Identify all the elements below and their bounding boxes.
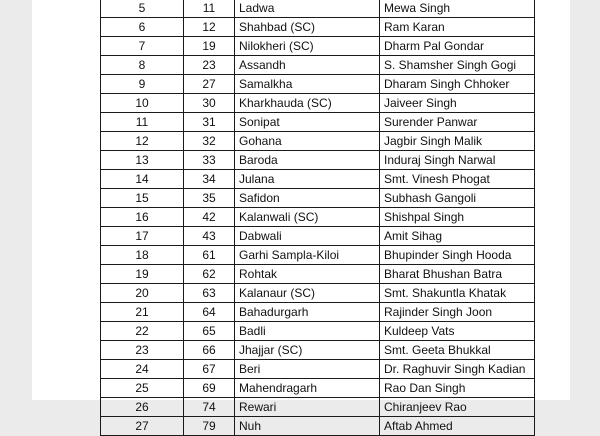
constituency-name-cell: Bahadurgarh [235,303,380,322]
candidate-list-table [100,0,535,436]
table-row [101,132,535,151]
serial-number-cell: 11 [101,113,184,132]
constituency-name-cell: Baroda [235,151,380,170]
ac-number-cell: 30 [184,94,235,113]
ac-number-cell: 66 [184,341,235,360]
ac-number-cell: 42 [184,208,235,227]
table-row [101,265,535,284]
serial-number-cell: 7 [101,37,184,56]
ac-number-cell: 65 [184,322,235,341]
table-row [101,208,535,227]
constituency-name-cell: Kalanwali (SC) [235,208,380,227]
ac-number-cell: 35 [184,189,235,208]
serial-number-cell: 6 [101,18,184,37]
constituency-name-cell: Jhajjar (SC) [235,341,380,360]
constituency-name-cell: Kharkhauda (SC) [235,94,380,113]
table-row [101,227,535,246]
constituency-name-cell: Rewari [235,398,380,417]
table-row [101,0,535,18]
ac-number-cell: 12 [184,18,235,37]
table-row [101,189,535,208]
constituency-name-cell: Shahbad (SC) [235,18,380,37]
constituency-name-cell: Nilokheri (SC) [235,37,380,56]
ac-number-cell: 34 [184,170,235,189]
ac-number-cell: 62 [184,265,235,284]
constituency-name-cell: Nuh [235,417,380,436]
candidate-name-cell: Rao Dan Singh [380,379,535,398]
serial-number-cell: 25 [101,379,184,398]
ac-number-cell: 19 [184,37,235,56]
constituency-name-cell: Rohtak [235,265,380,284]
candidate-name-cell: Bhupinder Singh Hooda [380,246,535,265]
candidate-name-cell: Ram Karan [380,18,535,37]
constituency-name-cell: Badli [235,322,380,341]
serial-number-cell: 17 [101,227,184,246]
candidate-name-cell: Surender Panwar [380,113,535,132]
candidate-name-cell: Rajinder Singh Joon [380,303,535,322]
serial-number-cell: 26 [101,398,184,417]
candidate-name-cell: Aftab Ahmed [380,417,535,436]
candidate-name-cell: Jaiveer Singh [380,94,535,113]
table-row [101,379,535,398]
ac-number-cell: 33 [184,151,235,170]
table-row [101,284,535,303]
candidate-name-cell: Kuldeep Vats [380,322,535,341]
document-page [32,0,570,433]
serial-number-cell: 14 [101,170,184,189]
table-row [101,322,535,341]
table-row [101,75,535,94]
candidate-name-cell: Jagbir Singh Malik [380,132,535,151]
ac-number-cell: 11 [184,0,235,18]
ac-number-cell: 74 [184,398,235,417]
serial-number-cell: 9 [101,75,184,94]
constituency-name-cell: Gohana [235,132,380,151]
candidate-name-cell: Chiranjeev Rao [380,398,535,417]
candidate-name-cell: Dr. Raghuvir Singh Kadian [380,360,535,379]
ac-number-cell: 31 [184,113,235,132]
candidate-name-cell: Smt. Geeta Bhukkal [380,341,535,360]
table-row [101,170,535,189]
constituency-name-cell: Samalkha [235,75,380,94]
constituency-name-cell: Safidon [235,189,380,208]
table-row [101,303,535,322]
candidate-name-cell: Smt. Shakuntla Khatak [380,284,535,303]
table-row [101,398,535,417]
serial-number-cell: 15 [101,189,184,208]
candidate-table-body [101,0,535,436]
serial-number-cell: 20 [101,284,184,303]
table-row [101,113,535,132]
constituency-name-cell: Garhi Sampla-Kiloi [235,246,380,265]
constituency-name-cell: Ladwa [235,0,380,18]
serial-number-cell: 24 [101,360,184,379]
serial-number-cell: 12 [101,132,184,151]
serial-number-cell: 27 [101,417,184,436]
serial-number-cell: 23 [101,341,184,360]
ac-number-cell: 64 [184,303,235,322]
table-row [101,151,535,170]
candidate-name-cell: Smt. Vinesh Phogat [380,170,535,189]
table-row [101,417,535,436]
constituency-name-cell: Julana [235,170,380,189]
table-row [101,94,535,113]
constituency-name-cell: Mahendragarh [235,379,380,398]
ac-number-cell: 43 [184,227,235,246]
table-row [101,37,535,56]
table-row [101,360,535,379]
candidate-name-cell: Dharam Singh Chhoker [380,75,535,94]
constituency-name-cell: Dabwali [235,227,380,246]
candidate-name-cell: Shishpal Singh [380,208,535,227]
serial-number-cell: 13 [101,151,184,170]
serial-number-cell: 16 [101,208,184,227]
serial-number-cell: 5 [101,0,184,18]
table-row [101,341,535,360]
ac-number-cell: 32 [184,132,235,151]
serial-number-cell: 21 [101,303,184,322]
ac-number-cell: 27 [184,75,235,94]
table-row [101,56,535,75]
constituency-name-cell: Sonipat [235,113,380,132]
candidate-name-cell: Mewa Singh [380,0,535,18]
candidate-name-cell: Dharm Pal Gondar [380,37,535,56]
candidate-name-cell: S. Shamsher Singh Gogi [380,56,535,75]
candidate-name-cell: Induraj Singh Narwal [380,151,535,170]
serial-number-cell: 22 [101,322,184,341]
ac-number-cell: 69 [184,379,235,398]
constituency-name-cell: Beri [235,360,380,379]
candidate-name-cell: Subhash Gangoli [380,189,535,208]
constituency-name-cell: Assandh [235,56,380,75]
candidate-name-cell: Bharat Bhushan Batra [380,265,535,284]
constituency-name-cell: Kalanaur (SC) [235,284,380,303]
table-row [101,18,535,37]
ac-number-cell: 63 [184,284,235,303]
table-row [101,246,535,265]
serial-number-cell: 18 [101,246,184,265]
serial-number-cell: 10 [101,94,184,113]
ac-number-cell: 79 [184,417,235,436]
ac-number-cell: 23 [184,56,235,75]
ac-number-cell: 67 [184,360,235,379]
serial-number-cell: 19 [101,265,184,284]
serial-number-cell: 8 [101,56,184,75]
candidate-name-cell: Amit Sihag [380,227,535,246]
ac-number-cell: 61 [184,246,235,265]
